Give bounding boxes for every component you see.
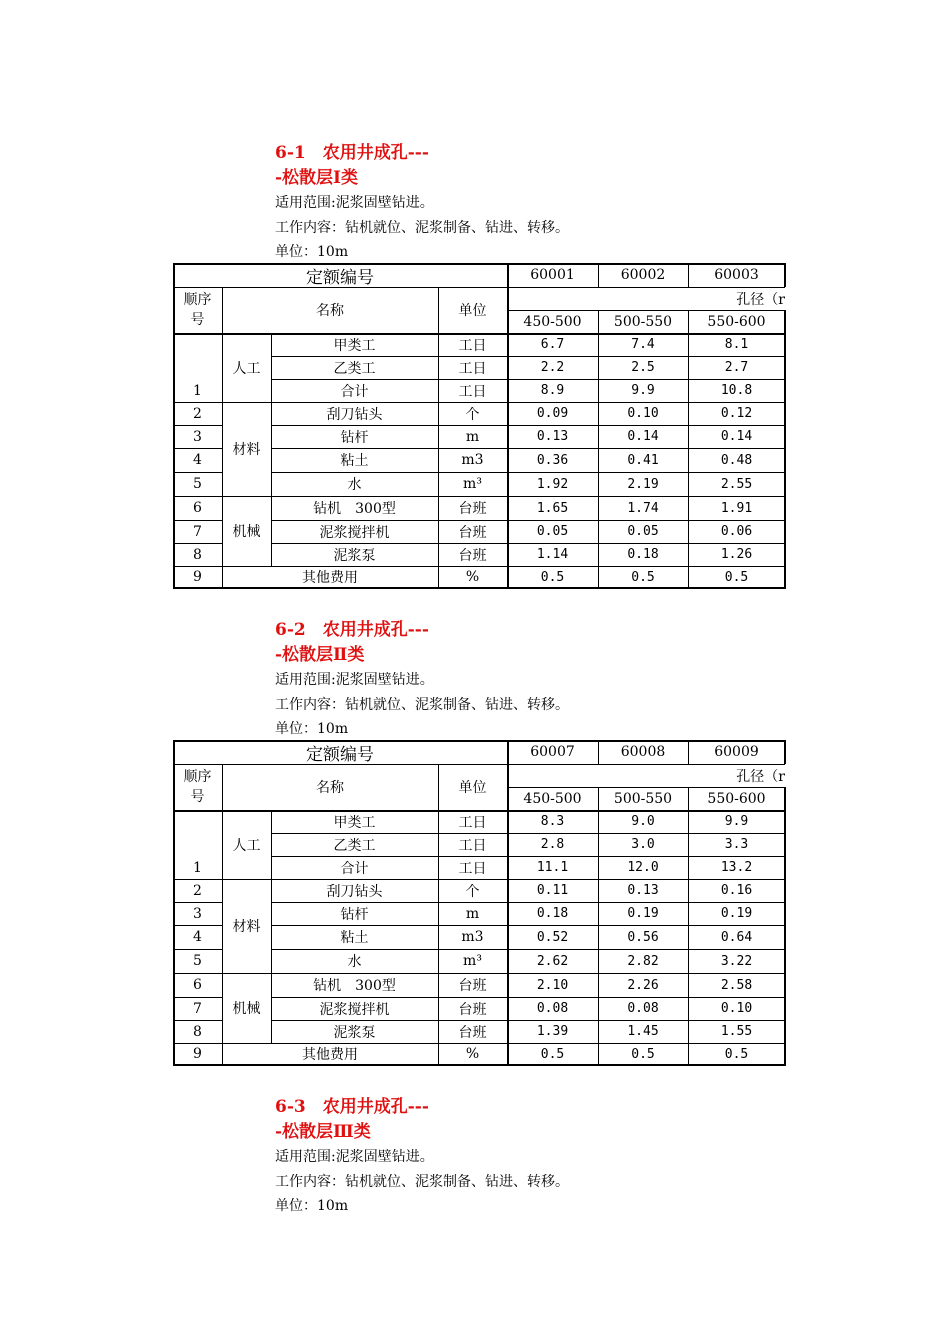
row-value: 2.2 [540, 360, 565, 375]
quota-code: 60003 [714, 267, 759, 283]
table-grid-line [173, 520, 222, 521]
table-grid-line [271, 949, 785, 950]
unit-text: 单位：10m [275, 244, 349, 260]
section-title: 6-3 农用井成孔--- [275, 1097, 429, 1117]
category-material: 材料 [232, 919, 261, 935]
row-unit: 工日 [458, 837, 487, 854]
range-header: 450-500 [523, 790, 582, 807]
row-unit: 工日 [458, 814, 487, 831]
row-value: 0.08 [627, 1001, 659, 1016]
row-value: 8.3 [540, 814, 565, 829]
row-seq: 7 [193, 1000, 202, 1017]
row-value: 1.74 [627, 500, 659, 516]
seq-header [173, 764, 222, 810]
row-value: 0.5 [540, 569, 565, 585]
table-grid-line [222, 402, 271, 403]
table-grid-line [173, 1064, 785, 1066]
table-grid-line [271, 402, 785, 403]
table-grid-line [598, 310, 599, 588]
table-grid-line [688, 263, 689, 287]
quota-number-label: 定额编号 [306, 744, 374, 765]
unit-header: 单位 [458, 303, 487, 319]
table-grid-line [271, 356, 785, 357]
table-grid-line [173, 402, 222, 403]
row-unit: 个 [465, 406, 480, 423]
row-name: 泥浆泵 [333, 1024, 376, 1041]
table-grid-line [784, 263, 786, 287]
row-seq: 4 [193, 929, 202, 945]
table-grid-line [173, 566, 222, 567]
row-unit: 台班 [458, 524, 487, 541]
table-grid-line [271, 425, 785, 426]
row-name: 泥浆搅拌机 [319, 524, 390, 541]
row-seq: 3 [193, 905, 202, 922]
table-grid-line [173, 448, 222, 449]
row-name: 合计 [340, 383, 369, 400]
table-grid-line [222, 287, 223, 588]
table-grid-line [784, 310, 786, 589]
row-unit: 工日 [458, 383, 487, 400]
table-grid-line [271, 879, 785, 880]
row-unit: 工日 [458, 860, 487, 877]
table-grid-line [271, 448, 785, 449]
seq-header-label: 顺序 号 [183, 769, 212, 805]
row-unit: m³ [463, 953, 482, 969]
name-header: 名称 [316, 780, 344, 796]
row-seq: 1 [193, 859, 202, 876]
row-value: 3.3 [724, 837, 749, 852]
table-grid-line [222, 973, 271, 974]
row-name: 乙类工 [333, 837, 376, 854]
row-value: 9.9 [631, 383, 655, 398]
row-value: 0.5 [724, 1046, 749, 1062]
row-value: 9.0 [631, 814, 655, 829]
table-grid-line [784, 787, 786, 1066]
row-unit: 台班 [458, 978, 487, 994]
table-grid-line [507, 310, 785, 311]
row-value: 1.65 [536, 500, 569, 516]
table-grid-line [222, 764, 223, 1065]
row-name: 粘土 [340, 930, 369, 946]
row-name: 水 [347, 954, 362, 970]
table-grid-line [271, 333, 272, 566]
section-title: 6-1 农用井成孔--- [275, 143, 429, 163]
table-grid-line [173, 740, 785, 742]
table-grid-line [507, 263, 509, 588]
row-value: 0.41 [627, 452, 659, 468]
row-name: 刮刀钻头 [326, 883, 383, 900]
row-unit: m³ [463, 476, 482, 492]
row-value: 0.12 [720, 406, 753, 421]
row-value: 2.19 [627, 476, 659, 492]
row-value: 2.7 [724, 360, 749, 375]
table-grid-line [173, 973, 222, 974]
row-value: 0.36 [536, 452, 569, 468]
row-unit: 台班 [458, 547, 487, 564]
diameter-header: 孔径（r [736, 768, 785, 785]
row-value: 0.14 [627, 429, 659, 444]
table-grid-line [173, 263, 175, 589]
table-grid-line [271, 902, 785, 903]
table-grid-line [271, 520, 785, 521]
row-value: 6.7 [540, 337, 565, 352]
row-value: 13.2 [720, 860, 753, 875]
row-value: 3.0 [631, 837, 655, 852]
table-grid-line [173, 496, 222, 497]
row-value: 0.06 [720, 524, 753, 539]
table-grid-line [598, 740, 599, 764]
row-name: 乙类工 [333, 360, 376, 377]
table-grid-line [688, 740, 689, 764]
row-name: 钻杆 [340, 906, 369, 923]
table-grid-line [173, 740, 175, 1066]
seq-header [173, 287, 222, 333]
category-labor: 人工 [232, 837, 261, 854]
unit-header: 单位 [458, 780, 487, 796]
row-unit: 工日 [458, 360, 487, 377]
work-content-text: 工作内容：钻机就位、泥浆制备、钻进、转移。 [275, 220, 569, 236]
table-grid-line [271, 472, 785, 473]
row-name: 甲类工 [333, 337, 376, 354]
table-grid-line [173, 472, 222, 473]
row-value: 2.82 [627, 953, 659, 969]
table-grid-line [173, 287, 785, 288]
unit-text: 单位：10m [275, 721, 349, 737]
row-value: 0.5 [631, 569, 655, 585]
table-grid-line [598, 263, 599, 287]
row-value: 0.16 [720, 883, 753, 898]
row-name: 粘土 [340, 453, 369, 469]
table-grid-line [784, 740, 786, 764]
table-grid-line [173, 810, 785, 812]
row-value: 0.19 [627, 906, 659, 921]
row-seq: 8 [193, 1023, 202, 1040]
row-unit: m3 [461, 929, 484, 945]
quota-code: 60007 [530, 744, 575, 760]
row-name: 水 [347, 477, 362, 493]
row-value: 7.4 [631, 337, 655, 352]
table-grid-line [222, 879, 271, 880]
row-value: 0.08 [536, 1001, 569, 1016]
table-grid-line [271, 496, 785, 497]
row-name: 钻杆 [340, 429, 369, 446]
table-grid-line [507, 740, 509, 1065]
row-value: 0.56 [627, 929, 659, 945]
table-grid-line [173, 263, 785, 265]
scope-text: 适用范围:泥浆固壁钻进。 [275, 195, 434, 211]
row-value: 2.26 [627, 977, 659, 993]
row-seq: 5 [193, 953, 202, 969]
row-value: 0.14 [720, 429, 753, 444]
name-header: 名称 [316, 303, 344, 319]
row-seq: 4 [193, 452, 202, 468]
row-value: 0.52 [536, 929, 569, 945]
table-grid-line [222, 1043, 271, 1044]
row-value: 8.9 [540, 383, 565, 398]
unit-text: 单位：10m [275, 1198, 349, 1214]
row-unit: 台班 [458, 501, 487, 517]
table-grid-line [688, 310, 689, 588]
row-value: 0.10 [627, 406, 659, 421]
row-seq: 6 [193, 977, 202, 993]
row-seq: 7 [193, 523, 202, 540]
work-content-text: 工作内容：钻机就位、泥浆制备、钻进、转移。 [275, 697, 569, 713]
range-header: 500-550 [613, 790, 673, 807]
table-grid-line [507, 787, 785, 788]
table-grid-line [688, 787, 689, 1065]
row-name: 合计 [340, 860, 369, 877]
row-value: 1.92 [536, 476, 569, 492]
row-unit: 台班 [458, 1001, 487, 1018]
row-seq: 8 [193, 546, 202, 563]
section-subtitle: -松散层Ⅱ类 [275, 645, 365, 665]
range-header: 550-600 [707, 313, 766, 330]
quota-number-label: 定额编号 [306, 267, 374, 288]
quota-code: 60002 [620, 267, 666, 283]
table-grid-line [222, 566, 271, 567]
scope-text: 适用范围:泥浆固壁钻进。 [275, 672, 434, 688]
table-grid-line [271, 379, 785, 380]
row-value: 1.91 [720, 500, 753, 516]
range-header: 500-550 [613, 313, 673, 330]
row-value: 0.64 [720, 929, 753, 945]
table-grid-line [173, 333, 785, 335]
row-value: 8.1 [724, 337, 749, 352]
row-value: 1.14 [536, 547, 569, 562]
row-name: 刮刀钻头 [326, 406, 383, 423]
table-grid-line [271, 810, 272, 1043]
range-header: 550-600 [707, 790, 766, 807]
row-name: 泥浆搅拌机 [319, 1001, 390, 1018]
table-grid-line [271, 856, 785, 857]
table-grid-line [438, 287, 439, 588]
scope-text: 适用范围:泥浆固壁钻进。 [275, 1149, 434, 1165]
row-seq: 1 [193, 382, 202, 399]
row-name: 其他费用 [302, 570, 358, 586]
row-value: 0.13 [536, 429, 569, 444]
table-grid-line [271, 1020, 785, 1021]
row-value: 0.18 [536, 906, 569, 921]
row-unit: 工日 [458, 337, 487, 354]
table-grid-line [173, 879, 222, 880]
quota-code: 60009 [714, 744, 759, 760]
table-grid-line [173, 1043, 222, 1044]
table-grid-line [271, 833, 785, 834]
row-seq: 3 [193, 428, 202, 445]
table-grid-line [173, 764, 785, 765]
table-grid-line [173, 925, 222, 926]
category-material: 材料 [232, 442, 261, 458]
row-seq: 9 [193, 569, 202, 585]
row-value: 0.13 [627, 883, 659, 898]
row-value: 1.45 [627, 1024, 659, 1039]
category-labor: 人工 [232, 360, 261, 377]
table-grid-line [271, 997, 785, 998]
row-name: 钻机 300型 [313, 501, 396, 517]
row-value: 0.5 [631, 1046, 655, 1062]
row-seq: 2 [193, 882, 202, 899]
row-value: 12.0 [627, 860, 659, 875]
table-grid-line [173, 902, 222, 903]
table-grid-line [173, 543, 222, 544]
quota-code: 60008 [620, 744, 666, 760]
section-title: 6-2 农用井成孔--- [275, 620, 429, 640]
row-value: 0.11 [536, 883, 569, 898]
row-value: 3.22 [720, 953, 753, 969]
table-grid-line [271, 1043, 785, 1044]
row-value: 2.62 [536, 953, 569, 969]
category-machinery: 机械 [232, 524, 261, 540]
table-grid-line [222, 496, 271, 497]
row-seq: 6 [193, 500, 202, 516]
row-unit: 台班 [458, 1024, 487, 1041]
table-grid-line [173, 949, 222, 950]
section-subtitle: -松散层Ⅰ类 [275, 168, 359, 188]
row-value: 0.10 [720, 1001, 753, 1016]
row-value: 0.19 [720, 906, 753, 921]
row-value: 0.5 [540, 1046, 565, 1062]
row-value: 0.09 [536, 406, 569, 421]
row-unit: 个 [465, 883, 480, 900]
row-value: 2.8 [540, 837, 565, 852]
row-value: 1.55 [720, 1024, 753, 1039]
row-seq: 9 [193, 1046, 202, 1062]
row-value: 11.1 [536, 860, 569, 875]
work-content-text: 工作内容：钻机就位、泥浆制备、钻进、转移。 [275, 1174, 569, 1190]
quota-code: 60001 [530, 267, 575, 283]
row-seq: 2 [193, 405, 202, 422]
row-name: 泥浆泵 [333, 547, 376, 564]
row-value: 2.58 [720, 977, 753, 993]
table-grid-line [271, 925, 785, 926]
row-seq: 5 [193, 476, 202, 492]
row-value: 1.39 [536, 1024, 569, 1039]
row-value: 0.05 [536, 524, 569, 539]
row-name: 甲类工 [333, 814, 376, 831]
diameter-header: 孔径（r [736, 291, 785, 308]
row-value: 0.18 [627, 547, 659, 562]
seq-header-label: 顺序 号 [183, 292, 212, 328]
range-header: 450-500 [523, 313, 582, 330]
table-grid-line [271, 566, 785, 567]
table-grid-line [598, 787, 599, 1065]
table-grid-line [173, 997, 222, 998]
table-grid-line [271, 543, 785, 544]
row-unit: % [465, 1046, 480, 1062]
row-name: 其他费用 [302, 1047, 358, 1063]
section-subtitle: -松散层Ⅲ类 [275, 1122, 371, 1142]
row-unit: % [465, 569, 480, 585]
category-machinery: 机械 [232, 1001, 261, 1017]
table-grid-line [438, 764, 439, 1065]
table-grid-line [271, 973, 785, 974]
row-unit: m [465, 905, 480, 922]
table-grid-line [173, 1020, 222, 1021]
row-value: 10.8 [720, 383, 753, 398]
row-value: 0.05 [627, 524, 659, 539]
table-grid-line [173, 425, 222, 426]
row-unit: m3 [461, 452, 484, 468]
row-name: 钻机 300型 [313, 978, 396, 994]
row-value: 2.5 [631, 360, 655, 375]
row-value: 0.5 [724, 569, 749, 585]
row-value: 2.55 [720, 476, 753, 492]
row-value: 2.10 [536, 977, 569, 993]
table-grid-line [173, 587, 785, 589]
row-value: 1.26 [720, 547, 753, 562]
row-value: 9.9 [724, 814, 749, 829]
row-value: 0.48 [720, 452, 753, 468]
row-unit: m [465, 428, 480, 445]
